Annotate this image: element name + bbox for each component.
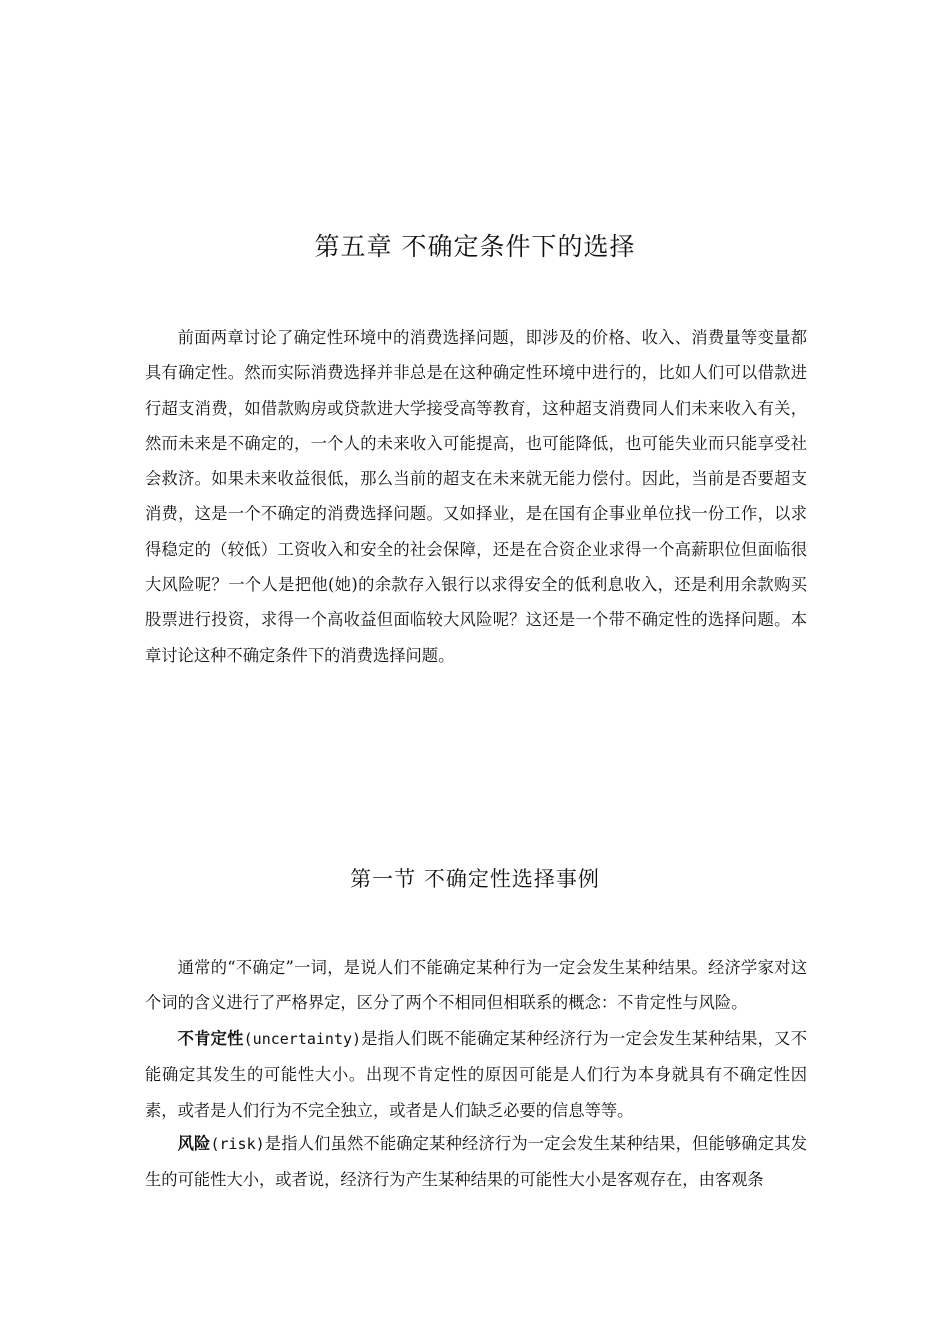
term-uncertainty: 不肯定性 [177, 1029, 244, 1048]
section-title: 第一节 不确定性选择事例 [350, 867, 600, 891]
term-risk: 风险 [177, 1134, 211, 1153]
term-uncertainty-english: (uncertainty) [243, 1030, 362, 1048]
chapter-title: 第五章 不确定条件下的选择 [314, 232, 636, 261]
section-paragraph-1: 通常的“不确定”一词，是说人们不能确定某种行为一定会发生某种结果。经济学家对这个词的含义进行了严格界定，区分了两个不相同但相联系的概念：不肯定性与风险。 [145, 958, 807, 1013]
uncertainty-definition: 是指人们既不能确定某种经济行为一定会发生某种结果，又不能确定其发生的可能性大小。出现不肯定性的原因可能是人们行为本身就具有不确定性因素，或者是人们行为不完全独立，或者是人们缺乏必要的信息等等。 [145, 1029, 807, 1120]
intro-paragraph: 前面两章讨论了确定性环境中的消费选择问题，即涉及的价格、收入、消费量等变量都具有确定性。然而实际消费选择并非总是在这种确定性环境中进行的，比如人们可以借款进行超支消费，如借款购房或贷款进大学接受高等教育，这种超支消费同人们未来收入有关，然而未来是不确定的，一个人的未来收入可能提高，也可能降低，也可能失业而只能享受社会救济。如果未来收益很低，那么当前的超支在未来就无能力偿付。因此，当前是否要超支消费，这是一个不确定的消费选择问题。又如择业，是在国有企事业单位找一份工作，以求得稳定的（较低）工资收入和安全的社会保障，还是在合资企业求得一个高薪职位但面临很大风险呢？一个人是把他(她)的余款存入银行以求得安全的低利息收入，还是利用余款购买股票进行投资，求得一个高收益但面临较大风险呢？这还是一个带不确定性的选择问题。本章讨论这种不确定条件下的消费选择问题。 [145, 328, 807, 665]
section-paragraph-risk [145, 1126, 807, 1198]
term-risk-english: (risk) [210, 1135, 265, 1153]
risk-definition: 是指人们虽然不能确定某种经济行为一定会发生某种结果，但能够确定其发生的可能性大小，或者说，经济行为产生某种结果的可能性大小是客观存在，由客观条 [145, 1134, 807, 1190]
section-paragraph-uncertainty [145, 1021, 807, 1128]
